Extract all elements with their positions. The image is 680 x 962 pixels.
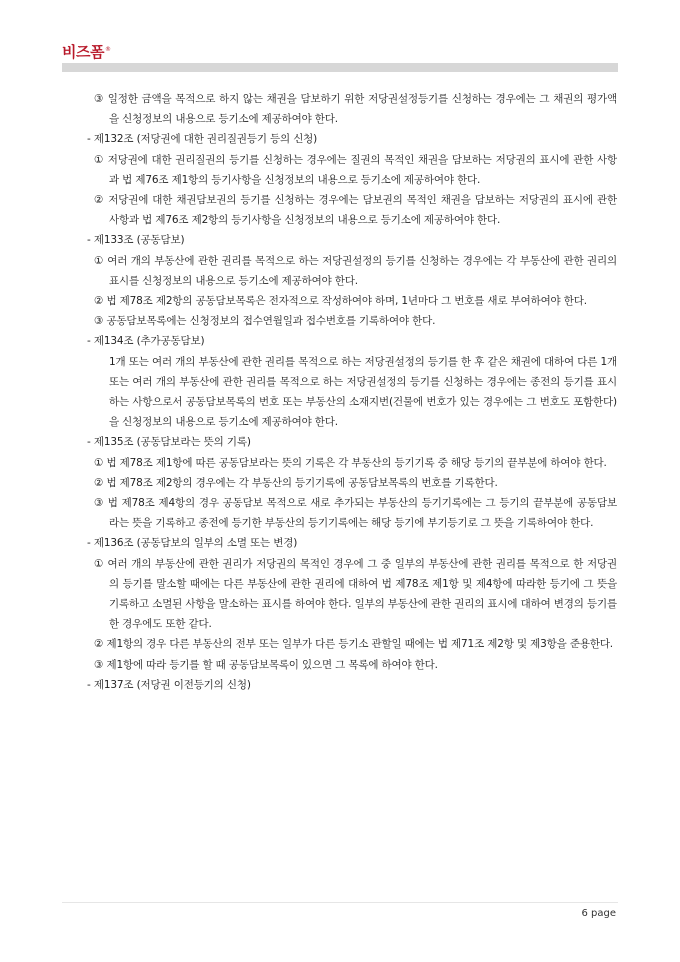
header-bar	[62, 63, 618, 72]
article-heading: - 제135조 (공동담보라는 뜻의 기록)	[87, 436, 251, 449]
clause-item: ③ 일정한 금액을 목적으로 하지 않는 채권을 담보하기 위한 저당권설정등기를 신청하는 경우에는 그 채권의 평가액을 신청정보의 내용으로 등기소에 제공하여야 한다.	[94, 93, 617, 126]
article-heading: - 제137조 (저당권 이전등기의 신청)	[87, 678, 251, 691]
clause-item: ① 저당권에 대한 권리질권의 등기를 신청하는 경우에는 질권의 목적인 채권을 담보하는 저당권의 표시에 관한 사항과 법 제76조 제1항의 등기사항을 신청정보의 내용으로 등기소에 제공하여야 한다.	[94, 153, 617, 186]
clause-item: ① 법 제78조 제1항에 따른 공동담보라는 뜻의 기록은 각 부동산의 등기기록 중 해당 등기의 끝부분에 하여야 한다.	[94, 456, 607, 469]
clause-item: ② 법 제78조 제2항의 경우에는 각 부동산의 등기기록에 공동담보목록의 번호를 기록한다.	[94, 476, 498, 489]
clause-item: ① 여러 개의 부동산에 관한 권리를 목적으로 하는 저당권설정의 등기를 신청하는 경우에는 각 부동산에 관한 권리의 표시를 신청정보의 내용으로 등기소에 제공하여야 한다.	[94, 254, 617, 287]
document-body	[87, 89, 617, 695]
clause-item: ② 저당권에 대한 채권담보권의 등기를 신청하는 경우에는 담보권의 목적인 채권을 담보하는 저당권의 표시에 관한 사항과 법 제76조 제2항의 등기사항을 신청정보의 내용으로 등기소에 제공하여야 한다.	[94, 194, 617, 227]
logo-text: 비즈폼	[62, 43, 104, 61]
clause-item: ② 제1항의 경우 다른 부동산의 전부 또는 일부가 다른 등기소 관할일 때에는 법 제71조 제2항 및 제3항을 준용한다.	[94, 638, 613, 651]
article-heading: - 제134조 (추가공동담보)	[87, 335, 205, 348]
article-heading: - 제133조 (공동담보)	[87, 234, 185, 247]
page-number: 6 page	[581, 908, 616, 919]
clause-item: ③ 제1항에 따라 등기를 할 때 공동담보목록이 있으면 그 목록에 하여야 한다.	[94, 658, 438, 671]
bizforms-logo	[62, 41, 110, 62]
article-heading: - 제132조 (저당권에 대한 권리질권등기 등의 신청)	[87, 133, 318, 146]
clause-item: ③ 공동담보목록에는 신청정보의 접수연월일과 접수번호를 기록하여야 한다.	[94, 315, 436, 328]
clause-item: ① 여러 개의 부동산에 관한 권리가 저당권의 목적인 경우에 그 중 일부의 부동산에 관한 권리를 목적으로 한 저당권의 등기를 말소할 때에는 다른 부동산에 관한 권리에 대하여 법 제78조 제1항 및 제4항에 따라한 등기에 그 뜻을 기록하고 소멸된 사항을 말소하는 표시를 하여야 한다. 일부의 부동산에 관한 권리의 표시에 대하여 변경의 등기를 한 경우에도 또한 같다.	[94, 557, 617, 631]
article-paragraph: 1개 또는 여러 개의 부동산에 관한 권리를 목적으로 하는 저당권설정의 등기를 한 후 같은 채권에 대하여 다른 1개 또는 여러 개의 부동산에 관한 권리를 목적으로 하는 저당권설정의 등기를 신청하는 경우에는 종전의 등기를 표시하는 사항으로서 공동담보목록의 번호 또는 부동산의 소재지번(건물에 번호가 있는 경우에는 그 번호도 포함한다)을 신청정보의 내용으로 등기소에 제공하여야 한다.	[109, 355, 617, 429]
registered-mark: ®	[104, 46, 111, 53]
clause-item: ③ 법 제78조 제4항의 경우 공동담보 목적으로 새로 추가되는 부동산의 등기기록에는 그 등기의 끝부분에 공동담보라는 뜻을 기록하고 종전에 등기한 부동산의 등기기록에는 해당 등기에 부기등기로 그 뜻을 기록하여야 한다.	[94, 497, 617, 530]
footer-divider	[62, 902, 618, 903]
clause-item: ② 법 제78조 제2항의 공동담보목록은 전자적으로 작성하여야 하며, 1년마다 그 번호를 새로 부여하여야 한다.	[94, 295, 587, 308]
article-heading: - 제136조 (공동담보의 일부의 소멸 또는 변경)	[87, 537, 298, 550]
